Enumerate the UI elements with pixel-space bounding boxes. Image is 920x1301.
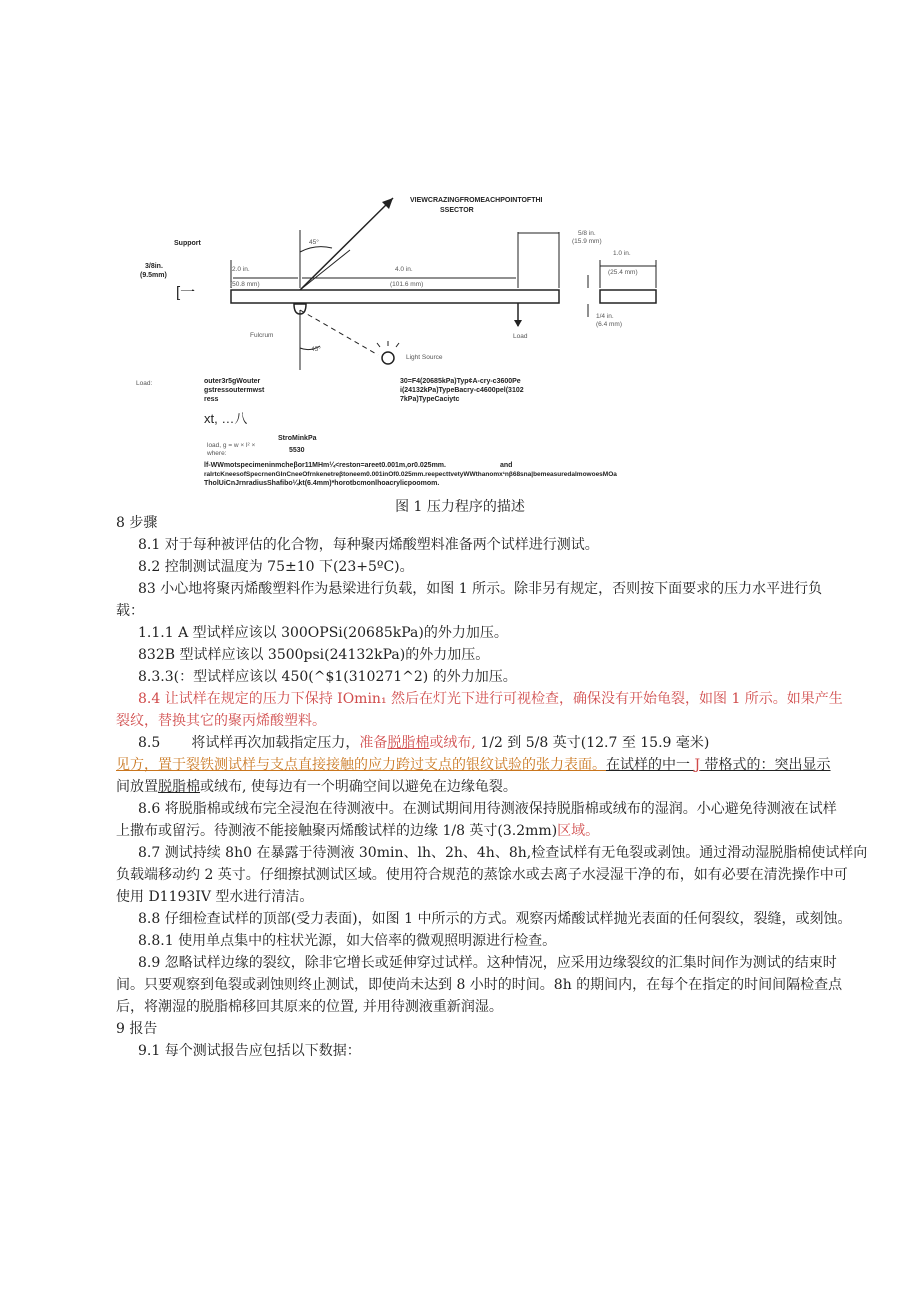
stress-right: 30=F4(20685kPa)Typ¢A-cry-c3600Pe (400, 378, 521, 385)
para-8-6-region: 区域。 (557, 823, 600, 839)
para-8-2: 8.2 控制测试温度为 75±10 下(23+5ºC)。 (138, 559, 414, 575)
para-8-5-text-k: 脱脂棉 (158, 779, 200, 795)
dim-14: 1/4 in. (596, 313, 614, 320)
para-8-6-line1: 8.6 将脱脂棉或绒布完全浸泡在待测液中。在测试期间用待测液保持脱脂棉或绒布的湿润。小心避免待测液在试样 (138, 801, 837, 817)
para-8-5-text-j: 间放置 (116, 779, 158, 795)
light-source-icon (382, 352, 394, 364)
view-ray-ref (300, 250, 350, 290)
beam-cross-section (600, 290, 656, 303)
load-label: Load (513, 333, 528, 340)
support-dim-mm: (9.5mm) (140, 272, 167, 279)
fulcrum-label: Fulcrum (250, 332, 274, 339)
stro-label: StroMinkPa (278, 435, 317, 442)
formula-where: where: (207, 450, 227, 457)
angle-top: 45° (309, 239, 319, 246)
load-arrowhead (514, 320, 522, 327)
dim-40: 4.0 in. (395, 266, 413, 273)
view-note-2: SSECTOR (440, 207, 474, 214)
para-8-6-text: 上撒布或留污。待测液不能接触聚丙烯酸试样的边缘 1/8 英寸(3.2mm) (116, 823, 558, 839)
para-8-7-line3: 使用 D1193IV 型水进行清洁。 (116, 889, 314, 905)
para-8-5-line1 (138, 733, 709, 753)
para-8-8-1: 8.8.1 使用单点集中的柱状光源，如大倍率的微观照明源进行检查。 (138, 933, 557, 949)
para-8-3-line2: 载： (116, 603, 144, 619)
para-8-9-line3: 后，将潮湿的脱脂棉移回其原来的位置, 并用待测液重新润湿。 (116, 999, 503, 1015)
note-1: lf-WWmotspecimeninmcheβor11MHm¼<reston=areet0.001m,or0.025mm. (204, 462, 446, 469)
para-8-4-line1: 8.4 让试样在规定的压力下保持 IOmin₁ 然后在灯光下进行可视检查，确保没有开始龟裂，如图 1 所示。如果产生 (138, 691, 843, 707)
note-2: raIrtcKneesofSpecrnenGInCneeOfrnkenetreβtoneem0.001inOf0.025mm.reepecttvetyWWthanomx¹nβ68sna|bemeasuredalmowoesMOa (204, 471, 617, 478)
heading-9: 9 报告 (116, 1021, 158, 1037)
para-8-5-text-a: 将试样再次加载指定压力， (191, 735, 360, 751)
para-8-3-2: 832B 型试样应该以 3500psi(24132kPa)的外力加压。 (138, 647, 490, 663)
para-8-1: 8.1 对于每种被评估的化合物，每种聚丙烯酸塑料准备两个试样进行测试。 (138, 537, 599, 553)
note-1-and: and (500, 462, 513, 469)
angle-bottom: 45° (311, 346, 321, 353)
para-8-3-3: 8.3.3(：型试样应该以 450(^$1(310271^2) 的外力加压。 (138, 669, 517, 685)
view-note: VIEWCRAZINGFROMEACHPOINTOFTHI (410, 197, 543, 204)
beam (231, 290, 559, 303)
light-source-label: Light Source (406, 354, 443, 361)
stress-left-3: ress (204, 396, 219, 403)
dim-40-mm: (101.6 mm) (390, 281, 424, 288)
para-8-8: 8.8 仔细检查试样的顶部(受力表面)，如图 1 中所示的方式。观察丙烯酸试样抛光表面的任何裂纹，裂缝，或刻蚀。 (138, 911, 852, 927)
note-3: TholUiCnJrnradiusShafibo¼kt(6.4mm)*horotbcmonlhoacrylicpoomom. (204, 480, 440, 487)
light-glow (377, 343, 380, 347)
stress-left: outer3r5gWouter (204, 378, 261, 385)
para-8-5-text-e: 1/2 到 5/8 英寸(12.7 至 15.9 毫米) (475, 735, 710, 751)
dim-10-mm: (25.4 mm) (608, 269, 638, 276)
para-8-7-line1: 8.7 测试持续 8h0 在暴露于待测液 30min、lh、2h、4h、8h,检查试样有无龟裂或剥蚀。通过滑动湿脱脂棉使试样向 (138, 845, 868, 861)
dim-10: 1.0 in. (613, 250, 631, 257)
para-8-5-line3 (116, 777, 517, 797)
dim-58: 5/8 in. (578, 230, 596, 237)
support-label: Support (174, 240, 201, 247)
para-8-7-line2: 负载端移动约 2 英寸。仔细擦拭测试区域。使用符合规范的蒸馀水或去离子水浸湿干净的布，如有必要在清洗操作中可 (116, 867, 848, 883)
stro-value: 5530 (289, 447, 305, 454)
para-8-9-line1: 8.9 忽略试样边缘的裂纹，除非它增长或延伸穿过试样。这种情况，应采用边缘裂纹的汇集时间作为测试的结束时 (138, 955, 837, 971)
stress-right-3: 7kPa)TypeCaciytc (400, 396, 460, 403)
dim-14-mm: (6.4 mm) (596, 321, 622, 328)
para-9-1: 9.1 每个测试报告应包括以下数据： (138, 1043, 361, 1059)
formula-mark: xt, …八 (204, 411, 248, 426)
figure-caption: 图 1 压力程序的描述 (395, 499, 525, 515)
para-8-5-text-i: 带格式的：突出显示 (700, 757, 831, 773)
para-8-5-text-h: J (694, 757, 701, 773)
angle-arc (300, 247, 332, 252)
para-8-5-text-f: 见方，置于裂铁测试样与支点直接接触的应力跨过支点的银纹试验的张力表面。 (116, 757, 606, 773)
figure-1 (110, 180, 670, 500)
stress-left-2: gstressoutermwst (204, 387, 265, 394)
para-8-5-text-d: 或绒布, (429, 735, 476, 751)
para-8-5-text-c: 脱脂棉 (387, 735, 430, 751)
para-8-5-text-l: 或绒布, 使每边有一个明确空间以避免在边缘龟裂。 (200, 779, 517, 795)
dim-20-mm: (50.8 mm) (230, 281, 260, 288)
support-dim: 3/8in. (145, 263, 163, 270)
para-8-5-num: 8.5 (138, 735, 161, 751)
para-8-3-line1: 83 小心地将聚丙烯酸塑料作为悬梁进行负载，如图 1 所示。除非另有规定，否则按下面要求的压力水平进行负 (138, 581, 823, 597)
dim-58-mm: (15.9 mm) (572, 238, 602, 245)
figure-diagram (110, 180, 670, 500)
dim-20: 2.0 in. (232, 266, 250, 273)
heading-8: 8 步骤 (116, 515, 158, 531)
para-8-5-text-b: 准备 (359, 735, 388, 751)
para-8-6-line2 (116, 821, 599, 841)
light-glow (396, 343, 399, 347)
para-8-5-line2 (116, 755, 831, 775)
para-8-5-text-g: 在试样的中一 (606, 757, 695, 773)
para-8-9-line2: 间。只要观察到龟裂或剥蚀则终止测试，即使尚未达到 8 小时的时间。8h 的期间内，在每个在指定的时间间隔检查点 (116, 977, 843, 993)
para-8-4-line2: 裂纹，替换其它的聚丙烯酸塑料。 (116, 713, 326, 729)
formula: load, g = w × l² × (207, 442, 256, 449)
stress-right-2: i(24132kPa)TypeBacry-c4600pel(3102 (400, 387, 524, 394)
support-bracket: [一 (176, 284, 196, 301)
load-key: Load: (136, 380, 153, 387)
para-1-1-1: 1.1.1 A 型试样应该以 300OPSi(20685kPa)的外力加压。 (138, 625, 508, 641)
